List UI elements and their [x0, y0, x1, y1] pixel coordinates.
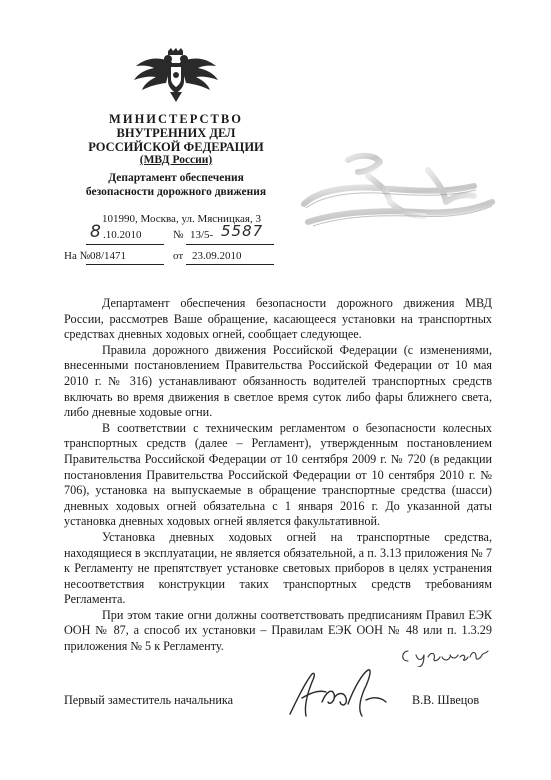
paragraph-1: Департамент обеспечения безопасности дорожного движения МВД России, рассмотрев Ваше обращение, касающееся установки на транспортных средствах дневных ходовых огней, сообщает следующее. [64, 296, 492, 342]
signatory-title: Первый заместитель начальника [64, 693, 234, 707]
number-label: № [173, 229, 184, 241]
coat-of-arms-eagle-icon [128, 48, 224, 104]
letter-body [64, 296, 492, 655]
ministry-abbreviation: (МВД России) [139, 154, 213, 166]
paragraph-4: Установка дневных ходовых огней на транспортные средства, находящиеся в эксплуатации, не является обязательной, а п. 3.13 приложения № 7 к Регламенту не препятствует установке световых приборов в целях устранения несоответствия конструкции таких транспортных средств требованиям Регламента. [64, 529, 492, 607]
incoming-date: 23.09.2010 [192, 250, 242, 262]
reference-number-prefix: 13/5- [190, 229, 214, 241]
ministry-name-line-1: МИНИСТЕРСТВО [109, 112, 243, 126]
signatory-name: В.В. Швецов [412, 693, 480, 707]
embossed-stamp-icon [278, 150, 508, 245]
date-underline [86, 244, 164, 245]
ministry-name-line-3: РОССИЙСКОЙ ФЕДЕРАЦИИ [88, 140, 264, 154]
incoming-number-underline [86, 264, 164, 265]
department-name-line-2: безопасности дорожного движения [85, 186, 267, 198]
incoming-from-label: от [173, 250, 184, 262]
department-address: 101990, Москва, ул. Мясницкая, 3 [102, 213, 261, 225]
ministry-name-line-2: ВНУТРЕННИХ ДЕЛ [116, 126, 236, 140]
paragraph-3: В соответствии с техническим регламентом о безопасности колесных транспортных средств (далее – Регламент), утвержденным постановлением Правительства Российской Федерации от 10 сентября 2009 г. № 720 (в редакции постановления Правительства Российской Федерации от 10 сентября 2010 г. № 706), установка на выпускаемые в обращение транспортные средства (шасси) дневных ходовых огней обязательна с 1 января 2016 г. До указанной даты установка дневных ходовых огней является факультативной. [64, 420, 492, 529]
number-underline [186, 244, 274, 245]
incoming-number: 08/1471 [90, 250, 127, 262]
paragraph-5: При этом такие огни должны соответствовать предписаниям Правил ЕЭК ООН № 87, а способ их установки – Правилам ЕЭК ООН № 48 или п. 1.3.29 приложения № 5 к Регламенту. [64, 607, 492, 654]
department-name-line-1: Департамент обеспечения [108, 172, 244, 184]
handwritten-reference-number: 5587 [221, 222, 264, 240]
handwritten-note-icon [398, 643, 496, 667]
handwritten-date-day: 8 [90, 222, 101, 242]
incoming-date-underline [186, 264, 274, 265]
incoming-label: На № [64, 250, 91, 262]
signature-icon [282, 662, 394, 722]
reference-date: .10.2010 [103, 229, 142, 241]
paragraph-2: Правила дорожного движения Российской Федерации (с изменениями, внесенными постановлением Правительства Российской Федерации от 10 мая 2010 г. № 316) устанавливают обязанность водителей транспортных средств включать во время движения в светлое время суток либо фары ближнего света, либо дневные ходовые огни. [64, 342, 492, 420]
